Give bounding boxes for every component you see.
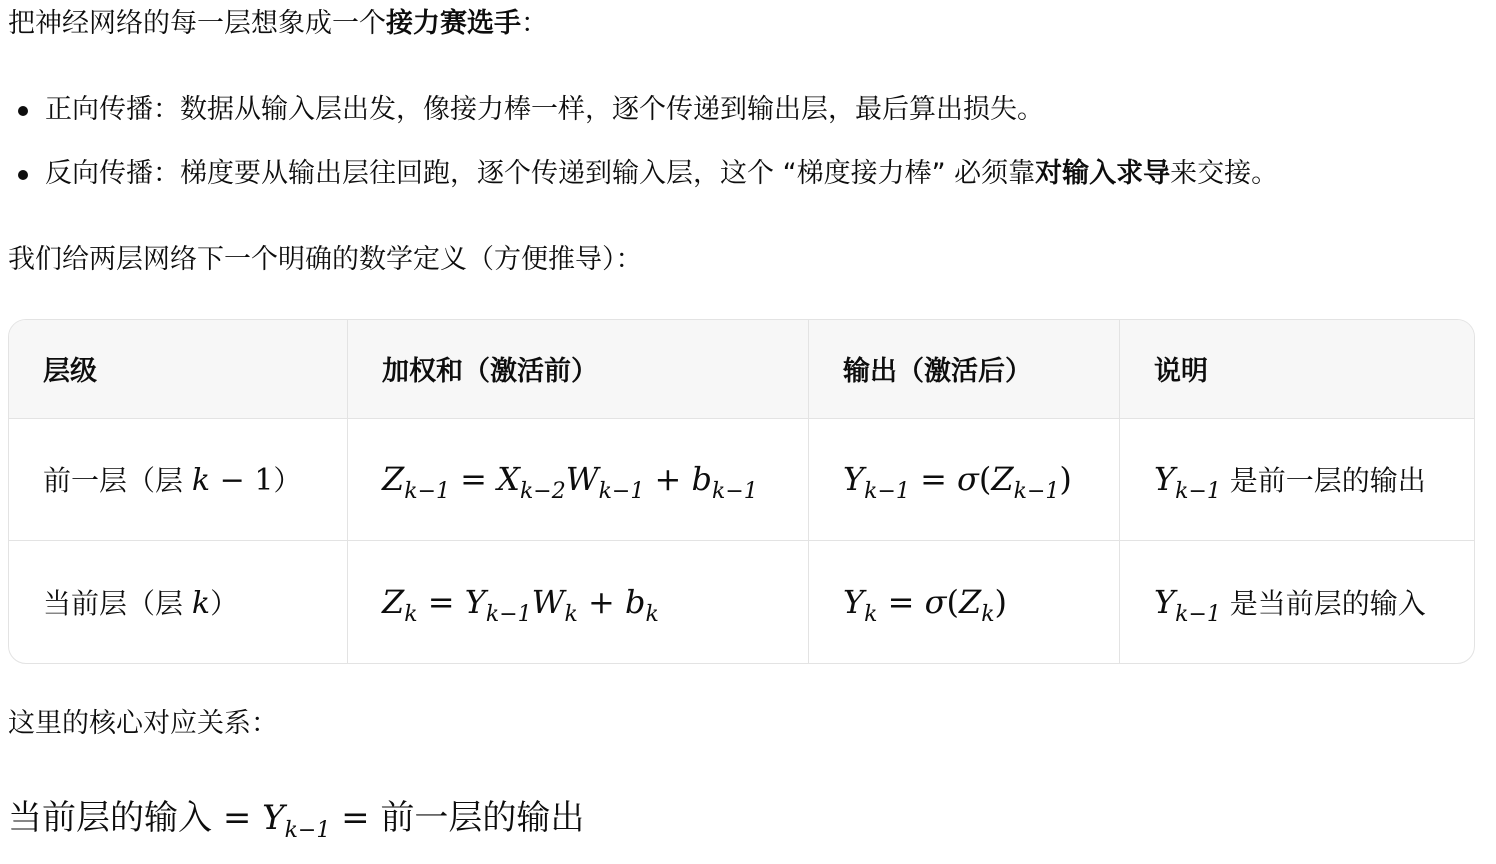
list-item-backward bbox=[8, 152, 1278, 196]
equation-middle: = $Y_{k-1}$ = bbox=[222, 798, 381, 843]
table-header-row bbox=[9, 320, 1474, 418]
output-formula: $Y_{k-1} = \sigma(Z_{k-1})$ bbox=[843, 460, 1072, 505]
note-text: 是前一层的输出 bbox=[1229, 464, 1426, 498]
cell-note bbox=[1120, 418, 1475, 541]
level-prefix: 当前层（层 bbox=[43, 587, 184, 620]
table-row bbox=[9, 541, 1474, 664]
definition-table bbox=[8, 319, 1475, 664]
cell-note bbox=[1120, 541, 1475, 664]
equation-right: 前一层的输出 bbox=[380, 798, 585, 838]
output-formula: $Y_k = \sigma(Z_k)$ bbox=[843, 583, 1008, 627]
weighted-sum-formula: $Z_{k-1} = X_{k-2}W_{k-1} + b_{k-1}$ bbox=[382, 460, 758, 505]
cell-level bbox=[9, 418, 348, 541]
intro-text: 把神经网络的每一层想象成一个 bbox=[8, 8, 386, 39]
level-suffix: ） bbox=[210, 587, 239, 620]
level-math: k − 1 bbox=[191, 463, 274, 499]
bullet-text: 正向传播：数据从输入层出发，像接力棒一样，逐个传递到输出层，最后算出损失。 bbox=[45, 94, 1044, 125]
cell-output bbox=[809, 418, 1120, 541]
list-item-forward bbox=[8, 88, 1278, 132]
bullet-icon bbox=[18, 170, 28, 180]
weighted-sum-formula: $Z_k = Y_{k-1}W_k + b_k$ bbox=[382, 583, 659, 627]
cell-weighted-sum bbox=[348, 418, 809, 541]
level-suffix: ） bbox=[273, 464, 302, 498]
cell-weighted-sum bbox=[348, 541, 809, 664]
note-math: $Y_{k-1}$ bbox=[1154, 460, 1221, 505]
cell-output bbox=[809, 541, 1120, 664]
bullet-suffix: 来交接。 bbox=[1170, 158, 1279, 189]
bullet-text: 反向传播：梯度要从输出层往回跑，逐个传递到输入层，这个 “梯度接力棒” 必须靠 bbox=[45, 158, 1036, 189]
definition-paragraph: 我们给两层网络下一个明确的数学定义（方便推导）： bbox=[8, 244, 643, 275]
intro-bold-text: 接力赛选手 bbox=[386, 8, 521, 39]
header-note: 说明 bbox=[1120, 320, 1475, 418]
bullet-bold-text: 对输入求导 bbox=[1035, 158, 1171, 189]
header-weighted-sum: 加权和（激活前） bbox=[348, 320, 809, 418]
equation-left: 当前层的输入 bbox=[8, 798, 212, 838]
note-text: 是当前层的输入 bbox=[1229, 587, 1426, 620]
bullet-list bbox=[8, 88, 1278, 216]
level-math: k bbox=[191, 586, 211, 621]
table-row bbox=[9, 418, 1474, 541]
bullet-icon bbox=[18, 106, 28, 116]
core-relation-label: 这里的核心对应关系： bbox=[8, 708, 278, 739]
core-relation-equation bbox=[8, 794, 584, 842]
note-math: $Y_{k-1}$ bbox=[1154, 583, 1221, 627]
header-output: 输出（激活后） bbox=[809, 320, 1120, 418]
intro-paragraph bbox=[8, 4, 548, 44]
intro-suffix: ： bbox=[521, 8, 548, 39]
cell-level bbox=[9, 541, 348, 664]
level-prefix: 前一层（层 bbox=[43, 464, 184, 498]
header-level: 层级 bbox=[9, 320, 348, 418]
